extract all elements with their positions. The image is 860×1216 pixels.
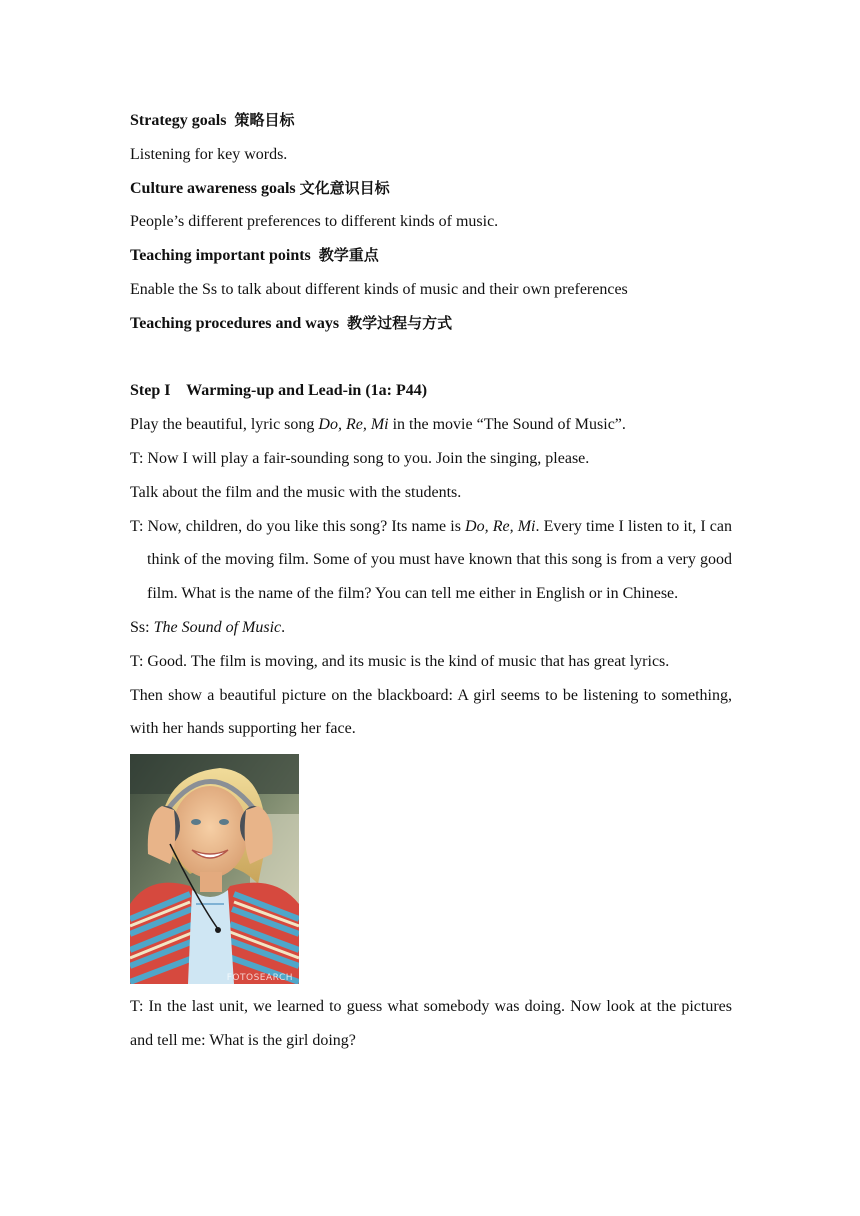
- step1-paragraph-5: [130, 611, 732, 645]
- culture-goals-text: People’s different preferences to different kinds of music.: [130, 213, 499, 231]
- important-points-title-cn: 教学重点: [318, 246, 379, 265]
- important-points-heading: [130, 239, 732, 273]
- step1-p5-film-title: The Sound of Music: [153, 618, 282, 636]
- important-points-text: Enable the Ss to talk about different kinds of music and their own preferences: [130, 280, 628, 298]
- step1-p5-text-b: .: [281, 618, 286, 636]
- step1-p4-text-b: . Every time I listen to it, I can think of the moving film. Some of you must have known that this song is from a very good film. What is the name of the film? You can tell me either in English or in Chinese.: [147, 517, 732, 603]
- culture-goals-heading: [130, 172, 732, 206]
- strategy-goals-text: Listening for key words.: [130, 145, 288, 163]
- step1-paragraph-3: Talk about the film and the music with the students.: [130, 483, 462, 501]
- step1-paragraph-1: [130, 408, 732, 442]
- step1-paragraph-6: T: Good. The film is moving, and its music is the kind of music that has great lyrics.: [130, 652, 670, 670]
- strategy-goals-title-cn: 策略目标: [234, 111, 295, 129]
- procedures-title-cn: 教学过程与方式: [347, 313, 453, 332]
- important-points-title: Teaching important points: [130, 247, 311, 265]
- step1-paragraph-4: [130, 510, 732, 611]
- step1-paragraph-2: T: Now I will play a fair-sounding song to you. Join the singing, please.: [130, 449, 590, 467]
- girl-with-headphones-photo: [130, 754, 299, 984]
- step1-paragraph-7: Then show a beautiful picture on the blackboard: A girl seems to be listening to something, with her hands supporting her face.: [130, 686, 732, 738]
- step1-heading: Step I Warming-up and Lead-in (1a: P44): [130, 382, 428, 400]
- step1-p1-song-title: Do, Re, Mi: [318, 416, 389, 434]
- strategy-goals-title: Strategy goals: [130, 112, 227, 129]
- step1-p5-text-a: Ss:: [130, 618, 154, 636]
- step1-p1-text-a: Play the beautiful, lyric song: [130, 416, 319, 434]
- blank-line: [130, 341, 732, 375]
- procedures-title: Teaching procedures and ways: [130, 314, 340, 332]
- step1-p4-text-a: T: Now, children, do you like this song? Its name is: [130, 517, 466, 535]
- procedures-heading: [130, 307, 732, 341]
- step1-p1-text-b: in the movie “The Sound of Music”.: [388, 416, 626, 434]
- strategy-goals-heading: [130, 104, 732, 138]
- culture-goals-title-cn: 文化意识目标: [299, 178, 390, 197]
- culture-goals-title: Culture awareness goals: [130, 179, 296, 197]
- step1-paragraph-8: T: In the last unit, we learned to guess what somebody was doing. Now look at the pictures and tell me: What is the girl doing?: [130, 998, 732, 1049]
- document-page: [130, 104, 732, 1058]
- step1-p4-song-title: Do, Re, Mi: [465, 517, 536, 535]
- photo-watermark: FOTOSEARCH: [226, 973, 293, 984]
